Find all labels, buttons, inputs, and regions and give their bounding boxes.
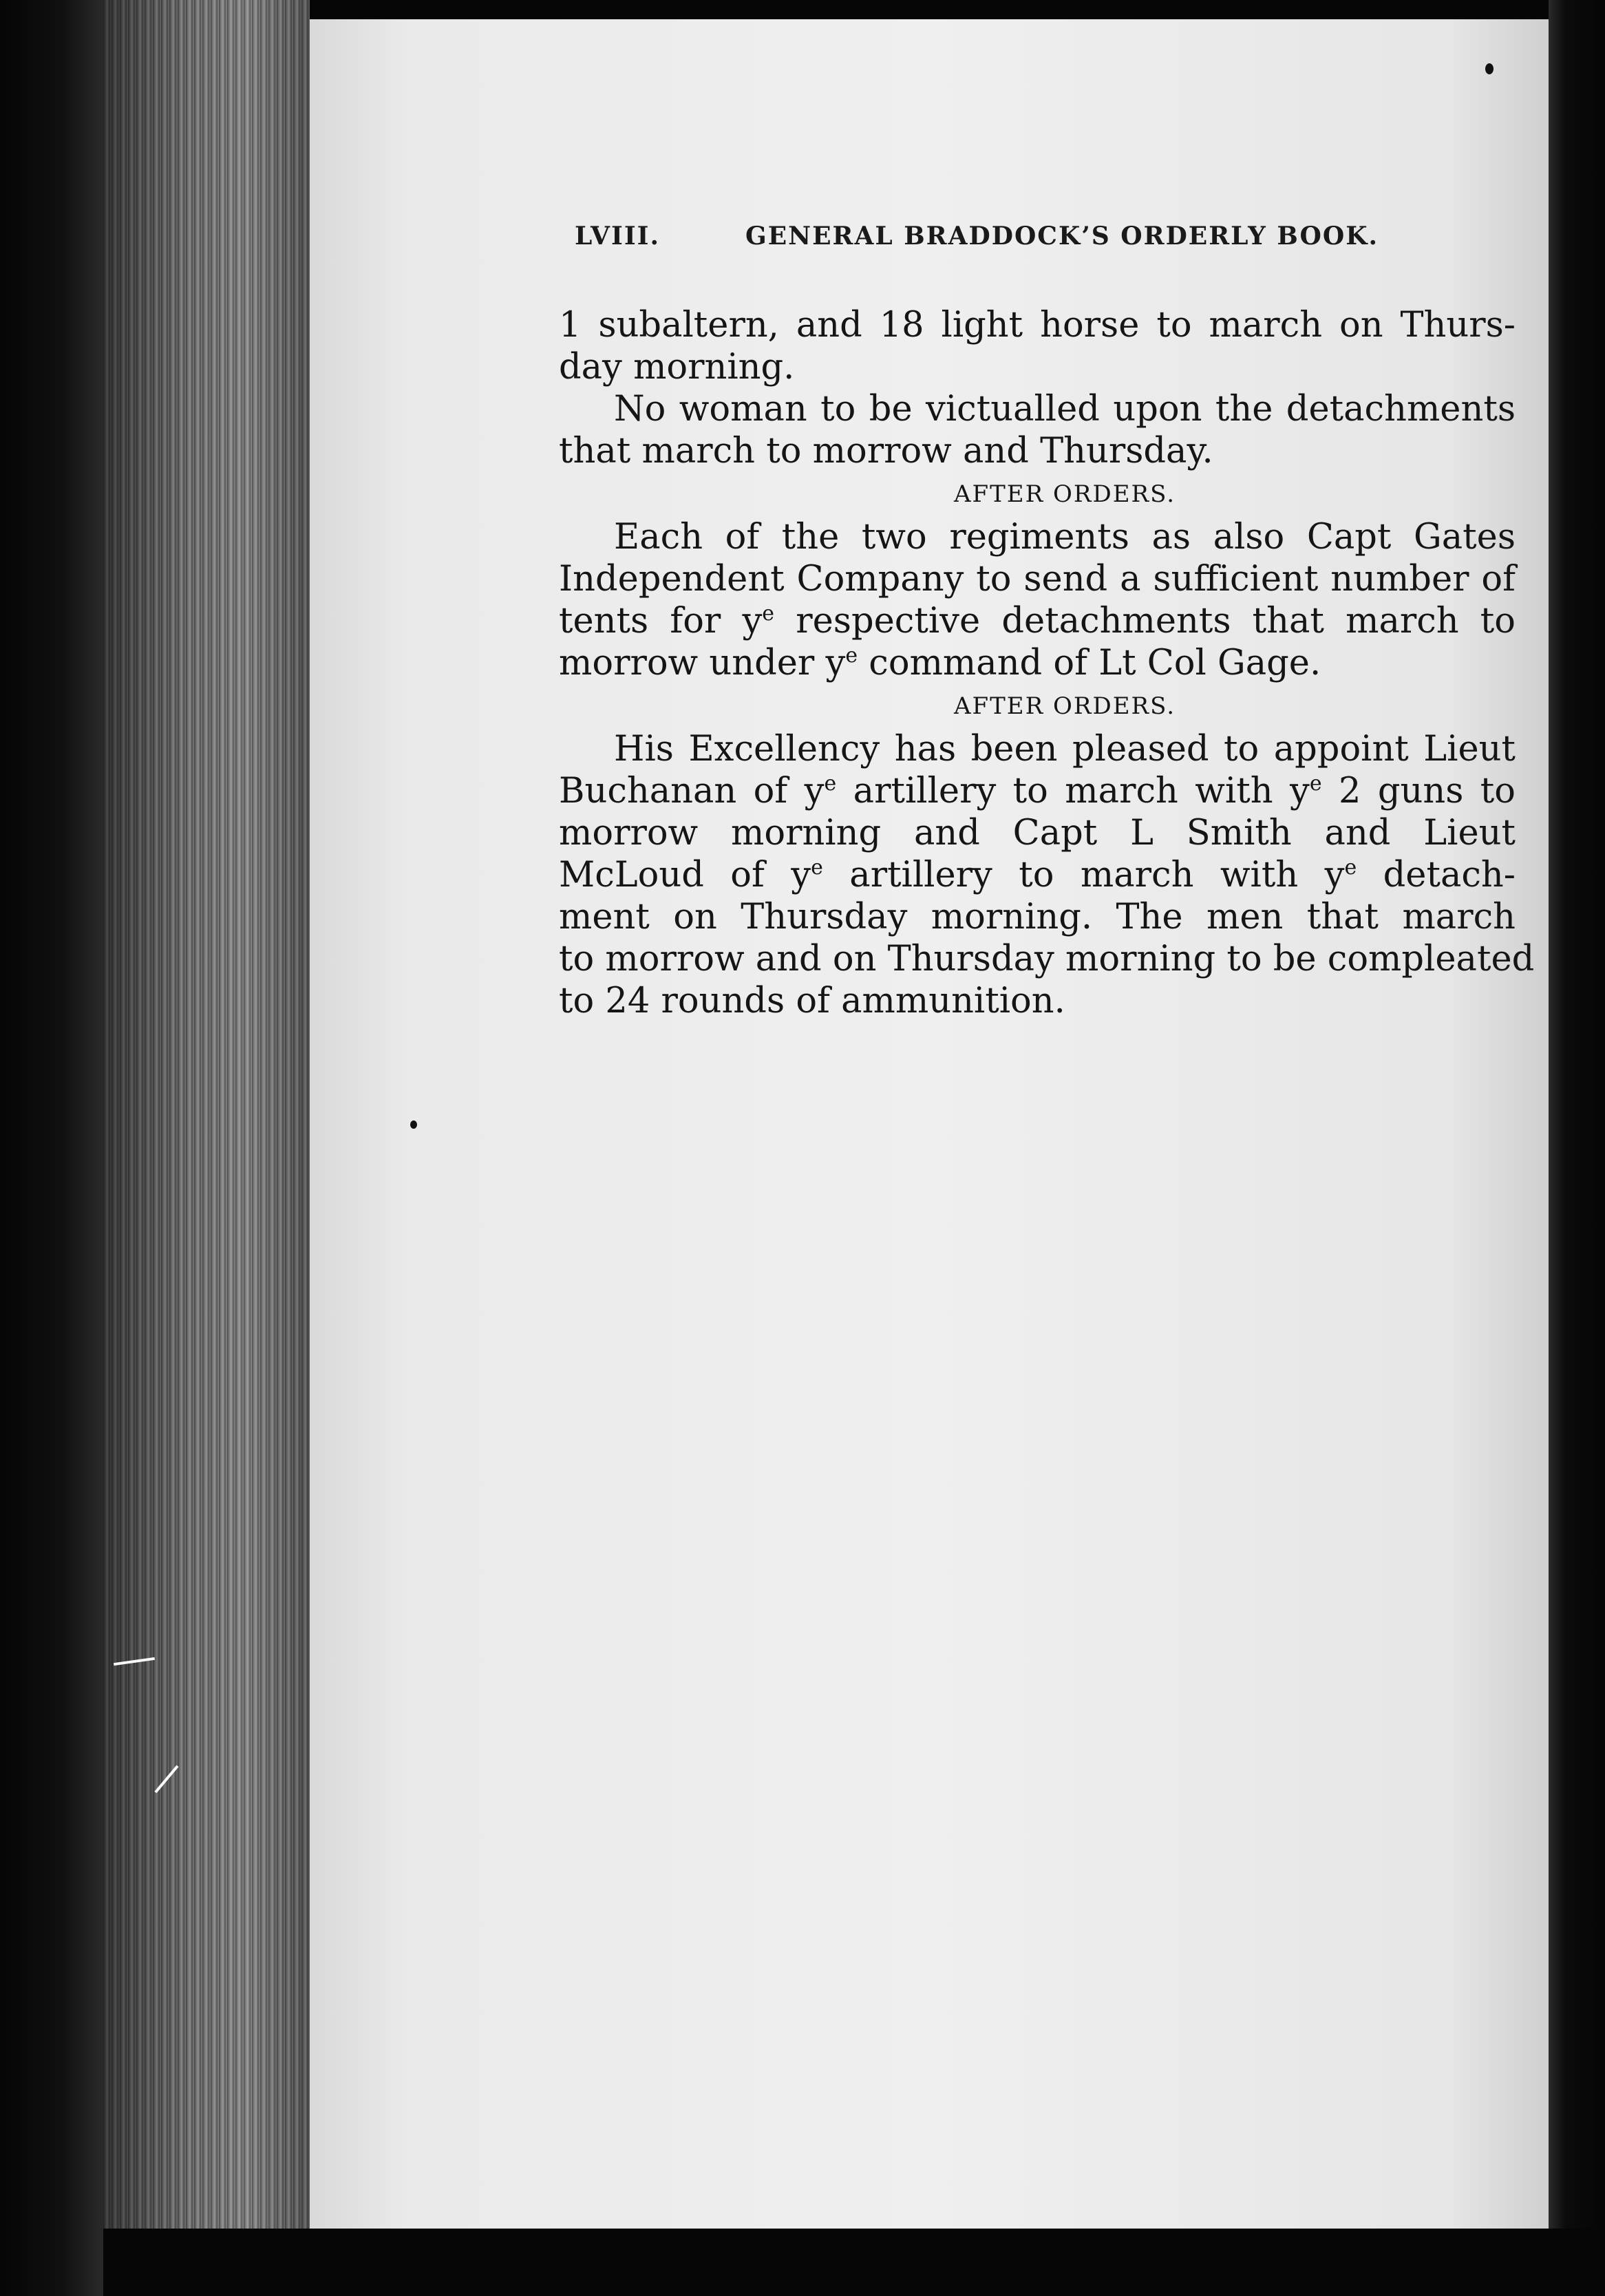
text-line (559, 642, 1516, 684)
text-line: 1 subaltern, and 18 light horse to march on Thurs- (559, 305, 1516, 346)
text-run: tents for y (559, 601, 763, 641)
text-run: artillery to march with y (822, 855, 1345, 895)
text-run: morrow under y (559, 643, 846, 683)
text-run: respective detachments that march to (774, 601, 1516, 641)
text-run: Buchanan of y (559, 771, 825, 811)
text-line: His Excellency has been pleased to appoint Lieut (614, 729, 1516, 769)
section-heading: AFTER ORDERS. (953, 480, 1176, 508)
text-line (559, 600, 1516, 642)
text-line: that march to morrow and Thursday. (559, 431, 1213, 471)
scan-artifact-dot (1485, 63, 1494, 74)
text-line: day morning. (559, 347, 795, 387)
superscript: e (1344, 855, 1357, 880)
text-line: to morrow and on Thursday morning to be compleated (559, 939, 1535, 979)
scan-border-bottom (103, 2229, 1605, 2296)
book-page-edges-shade (103, 0, 310, 2251)
scan-artifact-dot (410, 1120, 417, 1129)
text-run: 2 guns to (1321, 771, 1516, 811)
text-run: McLoud of y (559, 855, 811, 895)
superscript: e (824, 772, 837, 796)
text-line: Each of the two regiments as also Capt Gates (614, 517, 1516, 557)
section-heading: AFTER ORDERS. (953, 692, 1176, 720)
superscript: e (762, 602, 775, 626)
text-line (559, 770, 1516, 812)
text-line: to 24 rounds of ammunition. (559, 981, 1065, 1021)
scan-border-left (0, 0, 103, 2296)
superscript: e (845, 644, 858, 668)
superscript: e (1309, 772, 1322, 796)
text-line: ment on Thursday morning. The men that march (559, 897, 1516, 937)
page-folio: LVIII. (575, 222, 661, 251)
text-line: No woman to be victualled upon the detachments (614, 389, 1516, 429)
text-line: morrow morning and Capt L Smith and Lieut (559, 813, 1516, 853)
page-body (559, 304, 1535, 1022)
text-line (559, 854, 1516, 896)
book-title: GENERAL BRADDOCK’S ORDERLY BOOK. (745, 222, 1379, 251)
text-run: command of Lt Col Gage. (858, 643, 1321, 683)
text-run: detach- (1357, 855, 1516, 895)
text-run: artillery to march with y (836, 771, 1310, 811)
scan-border-right (1549, 0, 1605, 2296)
text-line: Independent Company to send a sufficient number of (559, 559, 1516, 599)
superscript: e (811, 855, 823, 880)
